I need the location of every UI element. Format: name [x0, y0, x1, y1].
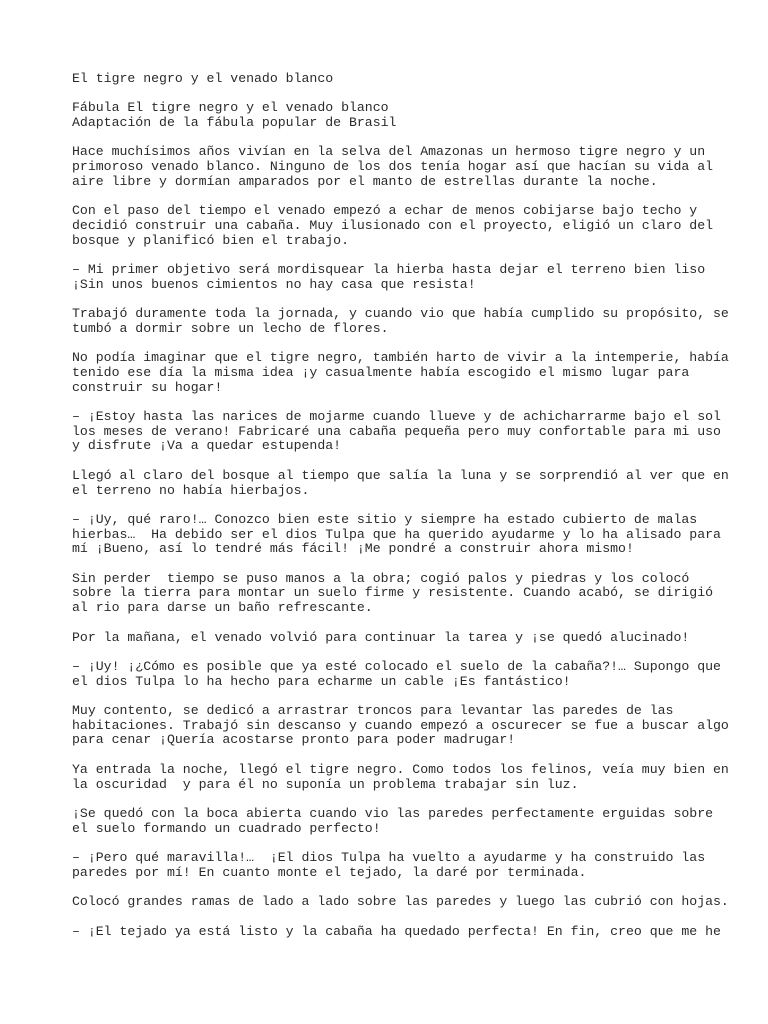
- text-line: ¡Sin unos buenos cimientos no hay casa que resista!: [72, 276, 476, 292]
- text-line: para cenar ¡Quería acostarse pronto para poder madrugar!: [72, 732, 516, 748]
- text-line: – ¡El tejado ya está listo y la cabaña ha quedado perfecta! En fin, creo que me he: [72, 923, 721, 939]
- paragraph: [72, 631, 712, 646]
- paragraph: [72, 101, 712, 130]
- text-line: bosque y planificó bien el trabajo.: [72, 232, 349, 248]
- text-line: hierbas… Ha debido ser el dios Tulpa que ha querido ayudarme y lo ha alisado para: [72, 526, 721, 542]
- paragraph: [72, 894, 729, 910]
- document-title: [72, 72, 712, 87]
- text-line: el suelo formando un cuadrado perfecto!: [72, 820, 381, 836]
- text-line: Muy contento, se dedicó a arrastrar troncos para levantar las paredes de las: [72, 703, 674, 719]
- text-line: Por la mañana, el venado volvió para continuar la tarea y ¡se quedó alucinado!: [72, 629, 690, 645]
- text-line: No podía imaginar que el tigre negro, también harto de vivir a la intemperie, había: [72, 350, 729, 366]
- text-line: – ¡Uy! ¡¿Cómo es posible que ya esté colocado el suelo de la cabaña?!… Supongo que: [72, 658, 721, 674]
- paragraph: [72, 306, 729, 336]
- text-line: tumbó a dormir sobre un lecho de flores.: [72, 320, 389, 336]
- paragraph: [72, 145, 712, 189]
- text-line: ¡Se quedó con la boca abierta cuando vio las paredes perfectamente erguidas sobre: [72, 805, 714, 821]
- text-line: la oscuridad y para él no suponía un problema trabajar sin luz.: [72, 776, 579, 792]
- text-line: y disfrute ¡Va a quedar estupenda!: [72, 438, 342, 454]
- paragraph: [72, 807, 712, 836]
- text-line: Hace muchísimos años vivían en la selva del Amazonas un hermoso tigre negro y un: [72, 144, 706, 160]
- paragraph: [72, 658, 721, 689]
- paragraph: [72, 263, 712, 292]
- paragraph: [72, 923, 721, 940]
- text-line: El tigre negro y el venado blanco: [72, 71, 334, 86]
- paragraph: [72, 703, 729, 748]
- paragraph: [72, 409, 721, 454]
- text-line: Llegó al claro del bosque al tiempo que salía la luna y se sorprendió al ver que en: [72, 467, 729, 483]
- document-page: [72, 71, 729, 954]
- text-line: tenido ese día la misma idea ¡y casualmente había escogido el mismo lugar para: [72, 364, 690, 380]
- paragraph: [72, 467, 729, 498]
- paragraph: [72, 350, 729, 395]
- paragraph: [72, 761, 729, 792]
- text-line: el terreno no había hierbajos.: [72, 482, 310, 498]
- text-line: – ¡Pero qué maravilla!… ¡El dios Tulpa ha vuelto a ayudarme y ha construido las: [72, 850, 706, 866]
- text-line: Adaptación de la fábula popular de Brasil: [72, 115, 397, 131]
- paragraph: [72, 204, 712, 248]
- text-line: Sin perder tiempo se puso manos a la obra; cogió palos y piedras y los colocó: [72, 570, 690, 586]
- text-line: el dios Tulpa lo ha hecho para echarme un cable ¡Es fantástico!: [72, 673, 571, 689]
- text-line: primoroso venado blanco. Ninguno de los dos tenía hogar así que hacían su vida al: [72, 159, 714, 175]
- text-line: mí ¡Bueno, así lo tendré más fácil! ¡Me pondré a construir ahora mismo!: [72, 541, 634, 557]
- text-line: Con el paso del tiempo el venado empezó a echar de menos cobijarse bajo techo y: [72, 203, 698, 219]
- text-line: construir su hogar!: [72, 379, 223, 395]
- paragraph: [72, 851, 712, 880]
- text-line: Colocó grandes ramas de lado a lado sobre las paredes y luego las cubrió con hojas.: [72, 894, 729, 910]
- text-line: paredes por mí! En cuanto monte el tejado, la daré por terminada.: [72, 864, 587, 880]
- text-line: al rio para darse un baño refrescante.: [72, 600, 373, 616]
- text-line: decidió construir una cabaña. Muy ilusionado con el proyecto, eligió un claro del: [72, 217, 714, 233]
- text-line: – Mi primer objetivo será mordisquear la hierba hasta dejar el terreno bien liso: [72, 262, 706, 278]
- text-line: los meses de verano! Fabricaré una cabaña pequeña pero muy confortable para mi uso: [72, 423, 721, 439]
- paragraph: [72, 511, 721, 557]
- text-line: Trabajó duramente toda la jornada, y cuando vio que había cumplido su propósito, se: [72, 306, 729, 322]
- paragraph: [72, 572, 712, 616]
- text-line: Fábula El tigre negro y el venado blanco: [72, 100, 389, 116]
- text-line: – ¡Estoy hasta las narices de mojarme cuando llueve y de achicharrarme bajo el sol: [72, 409, 721, 425]
- text-line: habitaciones. Trabajó sin descanso y cuando empezó a oscurecer se fue a buscar algo: [72, 717, 729, 733]
- text-line: aire libre y dormían amparados por el manto de estrellas durante la noche.: [72, 173, 658, 189]
- text-line: sobre la tierra para montar un suelo firme y resistente. Cuando acabó, se dirigió: [72, 585, 714, 601]
- text-line: – ¡Uy, qué raro!… Conozco bien este sitio y siempre ha estado cubierto de malas: [72, 511, 698, 527]
- text-line: Ya entrada la noche, llegó el tigre negro. Como todos los felinos, veía muy bien en: [72, 761, 729, 777]
